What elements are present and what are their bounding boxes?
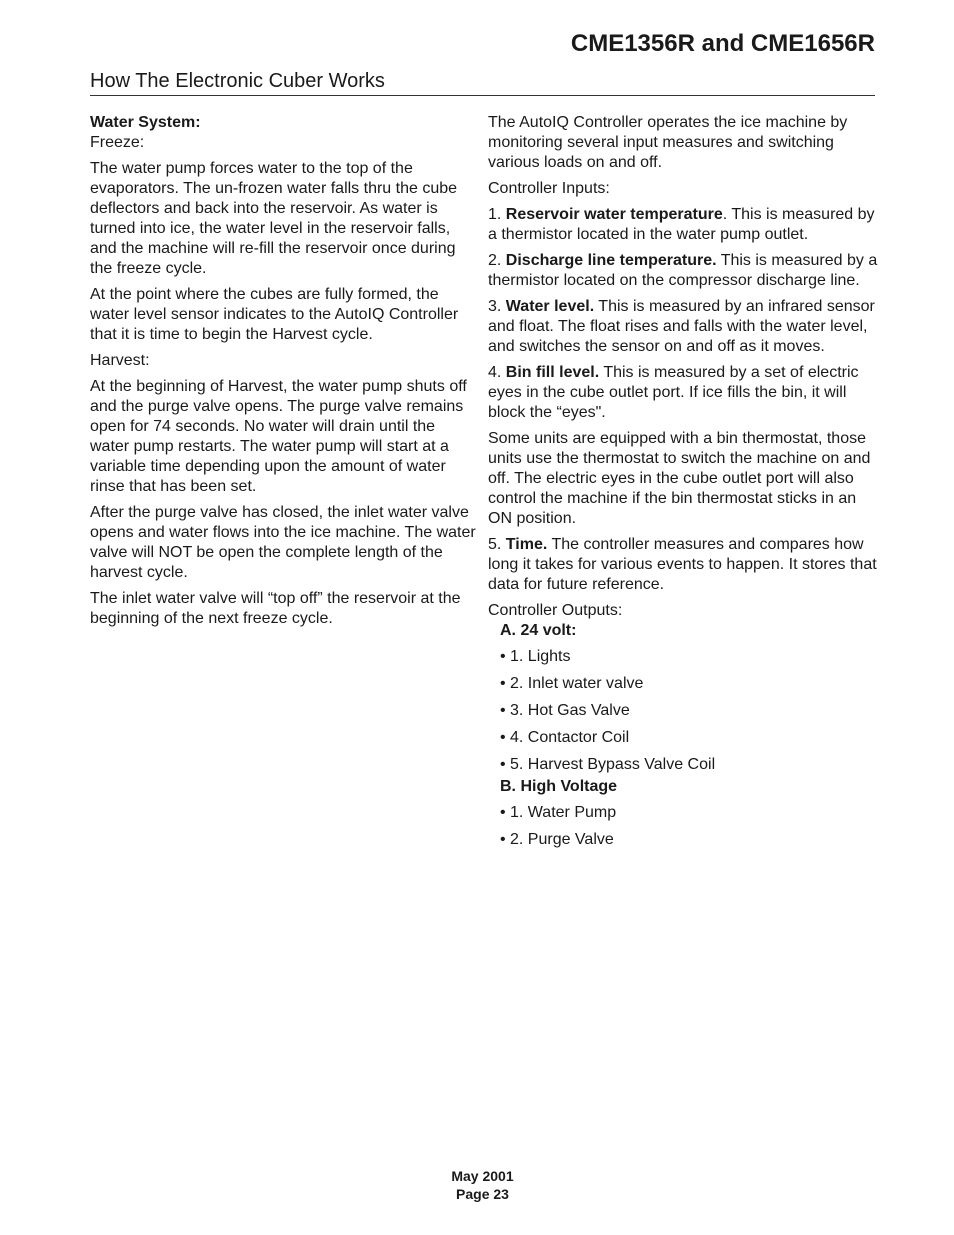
input-number: 1. [488, 206, 506, 223]
input-name: Reservoir water temperature [505, 206, 723, 223]
list-item [488, 803, 878, 823]
input-item [488, 251, 878, 291]
list-item-label: 1. Water Pump [510, 804, 617, 821]
input-number: 4. [488, 364, 506, 381]
bullet-icon: • [500, 729, 506, 746]
list-item [488, 674, 878, 694]
bin-thermostat-note: Some units are equipped with a bin thermostat, those units use the thermostat to switch the machine on and off. The electric eyes in the cube outlet port will also control the machine if the bin thermostat sticks in an ON position. [488, 430, 871, 527]
output-group-high-voltage: B. High Voltage [500, 778, 618, 795]
water-system-heading: Water System: [90, 114, 201, 131]
freeze-paragraph-2: At the point where the cubes are fully formed, the water level sensor indicates to the AutoIQ Controller that it is time to begin the Harvest cycle. [90, 286, 459, 343]
input-description: This is measured by a set of electric eyes in the cube outlet port. If ice fills the bin, it will block the “eyes". [488, 364, 859, 421]
input-name: Discharge line temperature. [505, 252, 717, 269]
list-item [488, 647, 878, 667]
freeze-paragraph-1: The water pump forces water to the top of the evaporators. The un-frozen water falls thru the cube deflectors and back into the reservoir. As water is turned into ice, the water level in the reservoir falls, and the machine will re-fill the reservoir once during the freeze cycle. [90, 160, 458, 277]
output-list-24-volt [488, 647, 878, 775]
input-name: Water level. [505, 298, 595, 315]
input-description: The controller measures and compares how long it takes for various events to happen. It stores that data for future reference. [488, 536, 877, 593]
input-number: 3. [488, 298, 506, 315]
list-item-label: 1. Lights [510, 648, 571, 665]
input-item [488, 205, 878, 245]
input-item [488, 363, 878, 423]
list-item [488, 728, 878, 748]
list-item-label: 5. Harvest Bypass Valve Coil [510, 756, 716, 773]
header-divider [90, 95, 875, 96]
input-number: 5. [488, 536, 506, 553]
freeze-label: Freeze: [90, 134, 145, 151]
list-item [488, 701, 878, 721]
bullet-icon: • [500, 702, 506, 719]
model-title: CME1356R and CME1656R [570, 30, 875, 57]
harvest-label: Harvest: [90, 352, 150, 369]
bullet-icon: • [500, 648, 506, 665]
section-title: How The Electronic Cuber Works [90, 70, 385, 92]
list-item [488, 755, 878, 775]
list-item-label: 2. Inlet water valve [510, 675, 644, 692]
controller-inputs-label: Controller Inputs: [488, 180, 610, 197]
input-item [488, 297, 878, 357]
right-column [488, 113, 878, 857]
input-description: . This is measured by a thermistor located in the water pump outlet. [488, 206, 875, 243]
harvest-paragraph-1: At the beginning of Harvest, the water pump shuts off and the purge valve opens. The purge valve remains open for 74 seconds. No water will drain until the water pump restarts. The water pump will start at a variable time depending upon the amount of water rinse that has been set. [90, 378, 467, 495]
input-name: Time. [505, 536, 548, 553]
controller-intro: The AutoIQ Controller operates the ice machine by monitoring several input measures and switching various loads on and off. [488, 114, 848, 171]
list-item-label: 2. Purge Valve [510, 831, 614, 848]
bullet-icon: • [500, 756, 506, 773]
input-item [488, 535, 878, 595]
footer-page-number: Page 23 [456, 1186, 509, 1202]
output-group-24-volt: A. 24 volt: [500, 622, 577, 639]
page-footer [0, 1167, 954, 1203]
bullet-icon: • [500, 804, 506, 821]
input-description: This is measured by a thermistor located on the compressor discharge line. [488, 252, 878, 289]
input-name: Bin fill level. [505, 364, 600, 381]
list-item [488, 830, 878, 850]
input-description: This is measured by an infrared sensor and float. The float rises and falls with the water level, and switches the sensor on and off as it moves. [488, 298, 875, 355]
list-item-label: 3. Hot Gas Valve [510, 702, 630, 719]
input-number: 2. [488, 252, 506, 269]
list-item-label: 4. Contactor Coil [510, 729, 630, 746]
left-column [90, 113, 478, 635]
bullet-icon: • [500, 831, 506, 848]
harvest-paragraph-3: The inlet water valve will “top off” the reservoir at the beginning of the next freeze cycle. [90, 590, 461, 627]
bullet-icon: • [500, 675, 506, 692]
controller-outputs-label: Controller Outputs: [488, 602, 623, 619]
harvest-paragraph-2: After the purge valve has closed, the inlet water valve opens and water flows into the ice machine. The water valve will NOT be open the complete length of the harvest cycle. [90, 504, 476, 581]
footer-date: May 2001 [451, 1168, 514, 1184]
output-list-high-voltage [488, 803, 878, 850]
